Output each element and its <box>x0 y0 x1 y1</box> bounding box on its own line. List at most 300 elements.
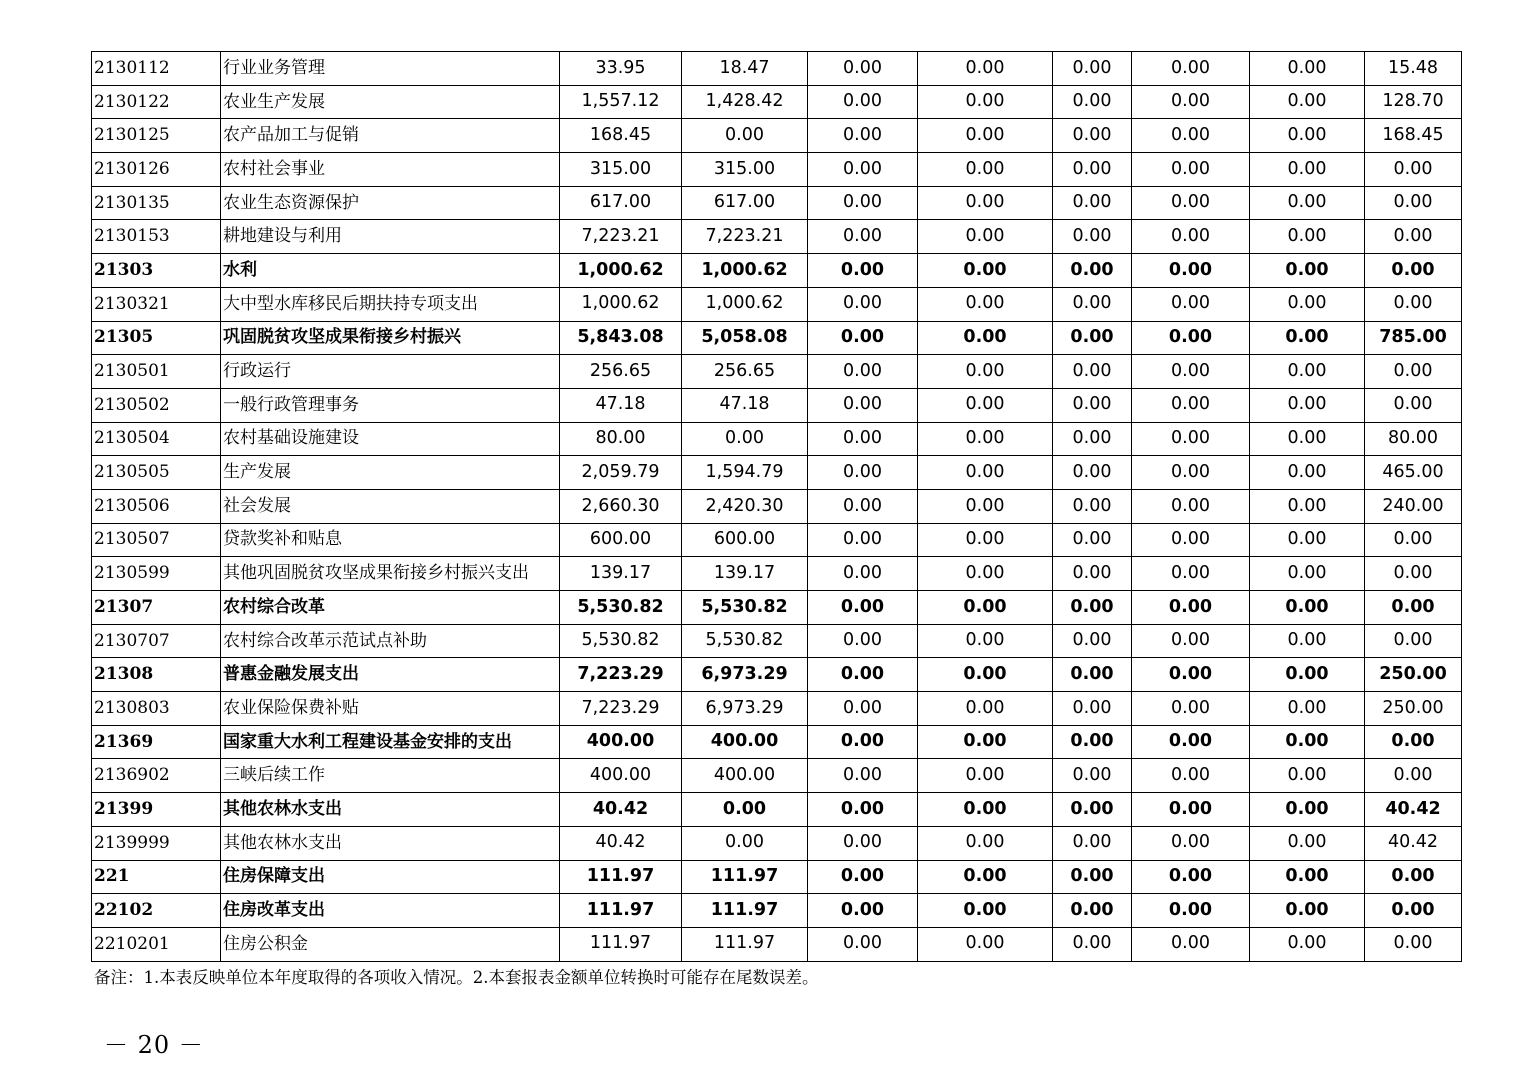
amount-cell: 0.00 <box>1053 422 1132 456</box>
amount-cell: 0.00 <box>1053 119 1132 153</box>
subject-code-cell: 2130321 <box>92 287 221 321</box>
table-row <box>92 52 1462 86</box>
table-row <box>92 287 1462 321</box>
subject-code-cell: 21307 <box>92 591 221 625</box>
subject-name-cell: 行政运行 <box>221 355 560 389</box>
amount-cell: 0.00 <box>1250 793 1365 827</box>
amount-cell: 0.00 <box>808 52 918 86</box>
amount-cell: 80.00 <box>1365 422 1462 456</box>
amount-cell: 0.00 <box>1250 489 1365 523</box>
amount-cell: 6,973.29 <box>682 658 808 692</box>
amount-cell: 0.00 <box>1250 692 1365 726</box>
amount-cell: 1,000.62 <box>682 254 808 288</box>
amount-cell: 5,530.82 <box>682 591 808 625</box>
amount-cell: 0.00 <box>918 793 1053 827</box>
amount-cell: 0.00 <box>808 119 918 153</box>
amount-cell: 0.00 <box>1053 725 1132 759</box>
subject-name-cell: 住房改革支出 <box>221 894 560 928</box>
amount-cell: 0.00 <box>1053 489 1132 523</box>
table-row <box>92 624 1462 658</box>
amount-cell: 0.00 <box>1250 287 1365 321</box>
amount-cell: 5,530.82 <box>560 591 682 625</box>
amount-cell: 0.00 <box>1250 85 1365 119</box>
amount-cell: 400.00 <box>682 759 808 793</box>
amount-cell: 0.00 <box>1250 119 1365 153</box>
subject-code-cell: 21308 <box>92 658 221 692</box>
subject-code-cell: 221 <box>92 860 221 894</box>
amount-cell: 0.00 <box>1250 220 1365 254</box>
amount-cell: 400.00 <box>682 725 808 759</box>
amount-cell: 5,843.08 <box>560 321 682 355</box>
amount-cell: 617.00 <box>560 186 682 220</box>
amount-cell: 0.00 <box>808 692 918 726</box>
amount-cell: 0.00 <box>1053 591 1132 625</box>
subject-code-cell: 2130506 <box>92 489 221 523</box>
subject-code-cell: 2130501 <box>92 355 221 389</box>
table-row <box>92 85 1462 119</box>
amount-cell: 0.00 <box>1365 927 1462 961</box>
amount-cell: 0.00 <box>1053 85 1132 119</box>
amount-cell: 168.45 <box>560 119 682 153</box>
subject-name-cell: 普惠金融发展支出 <box>221 658 560 692</box>
amount-cell: 0.00 <box>808 388 918 422</box>
amount-cell: 0.00 <box>1132 220 1250 254</box>
amount-cell: 0.00 <box>1365 220 1462 254</box>
amount-cell: 0.00 <box>1250 523 1365 557</box>
subject-code-cell: 2130504 <box>92 422 221 456</box>
amount-cell: 0.00 <box>808 254 918 288</box>
amount-cell: 2,059.79 <box>560 456 682 490</box>
amount-cell: 0.00 <box>1053 759 1132 793</box>
amount-cell: 0.00 <box>1053 388 1132 422</box>
amount-cell: 0.00 <box>1250 557 1365 591</box>
amount-cell: 0.00 <box>808 422 918 456</box>
amount-cell: 7,223.29 <box>560 692 682 726</box>
subject-code-cell: 2130803 <box>92 692 221 726</box>
amount-cell: 47.18 <box>682 388 808 422</box>
amount-cell: 0.00 <box>1250 456 1365 490</box>
amount-cell: 0.00 <box>1250 153 1365 187</box>
subject-code-cell: 21305 <box>92 321 221 355</box>
amount-cell: 0.00 <box>918 692 1053 726</box>
subject-code-cell: 2210201 <box>92 927 221 961</box>
amount-cell: 0.00 <box>808 523 918 557</box>
subject-code-cell: 2130125 <box>92 119 221 153</box>
amount-cell: 240.00 <box>1365 489 1462 523</box>
table-body <box>92 52 1462 962</box>
amount-cell: 1,000.62 <box>682 287 808 321</box>
amount-cell: 18.47 <box>682 52 808 86</box>
amount-cell: 0.00 <box>1250 355 1365 389</box>
amount-cell: 0.00 <box>1053 287 1132 321</box>
table-row <box>92 927 1462 961</box>
amount-cell: 0.00 <box>808 793 918 827</box>
amount-cell: 0.00 <box>808 624 918 658</box>
amount-cell: 0.00 <box>1365 725 1462 759</box>
amount-cell: 0.00 <box>1250 624 1365 658</box>
amount-cell: 0.00 <box>1132 254 1250 288</box>
subject-code-cell: 2130502 <box>92 388 221 422</box>
subject-code-cell: 2130126 <box>92 153 221 187</box>
amount-cell: 40.42 <box>1365 826 1462 860</box>
subject-name-cell: 住房公积金 <box>221 927 560 961</box>
amount-cell: 0.00 <box>1132 591 1250 625</box>
amount-cell: 0.00 <box>808 860 918 894</box>
subject-name-cell: 其他农林水支出 <box>221 793 560 827</box>
table-row <box>92 220 1462 254</box>
amount-cell: 0.00 <box>808 456 918 490</box>
amount-cell: 0.00 <box>808 894 918 928</box>
amount-cell: 0.00 <box>1132 860 1250 894</box>
subject-code-cell: 21399 <box>92 793 221 827</box>
amount-cell: 0.00 <box>1132 725 1250 759</box>
amount-cell: 40.42 <box>1365 793 1462 827</box>
subject-code-cell: 2130505 <box>92 456 221 490</box>
subject-name-cell: 其他巩固脱贫攻坚成果衔接乡村振兴支出 <box>221 557 560 591</box>
table-row <box>92 826 1462 860</box>
amount-cell: 0.00 <box>808 355 918 389</box>
amount-cell: 7,223.21 <box>682 220 808 254</box>
amount-cell: 250.00 <box>1365 658 1462 692</box>
amount-cell: 0.00 <box>918 85 1053 119</box>
table-row <box>92 860 1462 894</box>
amount-cell: 617.00 <box>682 186 808 220</box>
amount-cell: 0.00 <box>808 725 918 759</box>
amount-cell: 0.00 <box>1053 826 1132 860</box>
subject-code-cell: 2130122 <box>92 85 221 119</box>
amount-cell: 111.97 <box>682 860 808 894</box>
amount-cell: 0.00 <box>1053 658 1132 692</box>
amount-cell: 0.00 <box>1132 85 1250 119</box>
table-note: 备注：1.本表反映单位本年度取得的各项收入情况。2.本套报表金额单位转换时可能存在尾数误差。 <box>94 968 819 987</box>
amount-cell: 0.00 <box>1053 793 1132 827</box>
amount-cell: 0.00 <box>1250 927 1365 961</box>
amount-cell: 0.00 <box>1132 52 1250 86</box>
amount-cell: 0.00 <box>1132 153 1250 187</box>
amount-cell: 0.00 <box>1132 287 1250 321</box>
amount-cell: 0.00 <box>1250 186 1365 220</box>
amount-cell: 0.00 <box>918 759 1053 793</box>
subject-name-cell: 农业生产发展 <box>221 85 560 119</box>
amount-cell: 0.00 <box>918 220 1053 254</box>
table-row <box>92 321 1462 355</box>
table-row <box>92 658 1462 692</box>
amount-cell: 0.00 <box>918 591 1053 625</box>
amount-cell: 0.00 <box>1053 220 1132 254</box>
amount-cell: 1,557.12 <box>560 85 682 119</box>
amount-cell: 0.00 <box>1365 523 1462 557</box>
amount-cell: 600.00 <box>560 523 682 557</box>
amount-cell: 0.00 <box>1365 759 1462 793</box>
amount-cell: 0.00 <box>1250 591 1365 625</box>
amount-cell: 0.00 <box>808 321 918 355</box>
amount-cell: 0.00 <box>918 186 1053 220</box>
table-row <box>92 186 1462 220</box>
subject-name-cell: 三峡后续工作 <box>221 759 560 793</box>
amount-cell: 256.65 <box>560 355 682 389</box>
amount-cell: 0.00 <box>1250 422 1365 456</box>
amount-cell: 0.00 <box>682 793 808 827</box>
table-row <box>92 523 1462 557</box>
amount-cell: 0.00 <box>918 523 1053 557</box>
amount-cell: 0.00 <box>1132 793 1250 827</box>
budget-table <box>91 51 1462 962</box>
subject-code-cell: 21369 <box>92 725 221 759</box>
amount-cell: 0.00 <box>808 220 918 254</box>
amount-cell: 0.00 <box>1053 860 1132 894</box>
amount-cell: 465.00 <box>1365 456 1462 490</box>
page-number: － 20 － <box>104 1031 204 1059</box>
subject-name-cell: 一般行政管理事务 <box>221 388 560 422</box>
amount-cell: 0.00 <box>1132 422 1250 456</box>
amount-cell: 0.00 <box>1132 927 1250 961</box>
amount-cell: 0.00 <box>918 456 1053 490</box>
amount-cell: 0.00 <box>1250 860 1365 894</box>
table-row <box>92 388 1462 422</box>
amount-cell: 0.00 <box>1250 894 1365 928</box>
amount-cell: 0.00 <box>808 759 918 793</box>
amount-cell: 7,223.29 <box>560 658 682 692</box>
amount-cell: 0.00 <box>1365 153 1462 187</box>
amount-cell: 33.95 <box>560 52 682 86</box>
amount-cell: 0.00 <box>1132 355 1250 389</box>
amount-cell: 5,530.82 <box>560 624 682 658</box>
subject-code-cell: 2130507 <box>92 523 221 557</box>
subject-name-cell: 巩固脱贫攻坚成果衔接乡村振兴 <box>221 321 560 355</box>
amount-cell: 6,973.29 <box>682 692 808 726</box>
table-row <box>92 692 1462 726</box>
amount-cell: 400.00 <box>560 759 682 793</box>
subject-code-cell: 2130153 <box>92 220 221 254</box>
amount-cell: 0.00 <box>918 422 1053 456</box>
amount-cell: 0.00 <box>1250 658 1365 692</box>
table-row <box>92 153 1462 187</box>
amount-cell: 0.00 <box>1132 692 1250 726</box>
amount-cell: 0.00 <box>1053 355 1132 389</box>
subject-code-cell: 22102 <box>92 894 221 928</box>
subject-name-cell: 行业业务管理 <box>221 52 560 86</box>
amount-cell: 0.00 <box>1053 153 1132 187</box>
amount-cell: 785.00 <box>1365 321 1462 355</box>
amount-cell: 0.00 <box>1365 388 1462 422</box>
table-row <box>92 456 1462 490</box>
amount-cell: 0.00 <box>1053 692 1132 726</box>
amount-cell: 0.00 <box>1053 927 1132 961</box>
table-row <box>92 591 1462 625</box>
amount-cell: 0.00 <box>1132 388 1250 422</box>
amount-cell: 0.00 <box>1132 119 1250 153</box>
amount-cell: 1,594.79 <box>682 456 808 490</box>
amount-cell: 7,223.21 <box>560 220 682 254</box>
subject-name-cell: 农村基础设施建设 <box>221 422 560 456</box>
amount-cell: 600.00 <box>682 523 808 557</box>
subject-code-cell: 2136902 <box>92 759 221 793</box>
amount-cell: 0.00 <box>918 489 1053 523</box>
amount-cell: 0.00 <box>1250 826 1365 860</box>
amount-cell: 0.00 <box>808 153 918 187</box>
amount-cell: 1,428.42 <box>682 85 808 119</box>
amount-cell: 0.00 <box>808 85 918 119</box>
amount-cell: 0.00 <box>918 321 1053 355</box>
subject-name-cell: 大中型水库移民后期扶持专项支出 <box>221 287 560 321</box>
amount-cell: 0.00 <box>1132 489 1250 523</box>
amount-cell: 0.00 <box>1365 894 1462 928</box>
amount-cell: 0.00 <box>1132 894 1250 928</box>
subject-name-cell: 农业生态资源保护 <box>221 186 560 220</box>
table-row <box>92 254 1462 288</box>
amount-cell: 0.00 <box>808 927 918 961</box>
amount-cell: 0.00 <box>1365 624 1462 658</box>
subject-name-cell: 农村社会事业 <box>221 153 560 187</box>
subject-name-cell: 农村综合改革 <box>221 591 560 625</box>
amount-cell: 0.00 <box>918 254 1053 288</box>
subject-code-cell: 2139999 <box>92 826 221 860</box>
amount-cell: 0.00 <box>918 388 1053 422</box>
amount-cell: 0.00 <box>1132 624 1250 658</box>
amount-cell: 139.17 <box>560 557 682 591</box>
subject-name-cell: 住房保障支出 <box>221 860 560 894</box>
amount-cell: 0.00 <box>1053 52 1132 86</box>
amount-cell: 139.17 <box>682 557 808 591</box>
amount-cell: 0.00 <box>1365 557 1462 591</box>
amount-cell: 0.00 <box>1053 557 1132 591</box>
amount-cell: 111.97 <box>560 927 682 961</box>
amount-cell: 0.00 <box>1053 456 1132 490</box>
subject-name-cell: 社会发展 <box>221 489 560 523</box>
amount-cell: 0.00 <box>1053 321 1132 355</box>
table-row <box>92 489 1462 523</box>
amount-cell: 0.00 <box>918 119 1053 153</box>
amount-cell: 0.00 <box>1365 186 1462 220</box>
amount-cell: 0.00 <box>1365 254 1462 288</box>
amount-cell: 0.00 <box>808 826 918 860</box>
amount-cell: 111.97 <box>682 927 808 961</box>
amount-cell: 0.00 <box>918 52 1053 86</box>
amount-cell: 0.00 <box>1250 254 1365 288</box>
amount-cell: 0.00 <box>918 860 1053 894</box>
amount-cell: 0.00 <box>808 557 918 591</box>
amount-cell: 40.42 <box>560 793 682 827</box>
amount-cell: 0.00 <box>918 287 1053 321</box>
amount-cell: 0.00 <box>1053 254 1132 288</box>
amount-cell: 0.00 <box>1053 186 1132 220</box>
amount-cell: 0.00 <box>1250 52 1365 86</box>
amount-cell: 0.00 <box>1250 725 1365 759</box>
subject-name-cell: 生产发展 <box>221 456 560 490</box>
table-row <box>92 894 1462 928</box>
amount-cell: 15.48 <box>1365 52 1462 86</box>
amount-cell: 168.45 <box>1365 119 1462 153</box>
amount-cell: 111.97 <box>560 860 682 894</box>
amount-cell: 0.00 <box>1132 523 1250 557</box>
table-row <box>92 557 1462 591</box>
amount-cell: 0.00 <box>1250 321 1365 355</box>
amount-cell: 0.00 <box>1132 759 1250 793</box>
subject-code-cell: 2130599 <box>92 557 221 591</box>
amount-cell: 0.00 <box>682 826 808 860</box>
amount-cell: 0.00 <box>918 557 1053 591</box>
subject-code-cell: 21303 <box>92 254 221 288</box>
amount-cell: 0.00 <box>808 591 918 625</box>
table-row <box>92 119 1462 153</box>
amount-cell: 0.00 <box>1053 624 1132 658</box>
amount-cell: 0.00 <box>918 826 1053 860</box>
amount-cell: 0.00 <box>808 186 918 220</box>
amount-cell: 1,000.62 <box>560 287 682 321</box>
amount-cell: 2,660.30 <box>560 489 682 523</box>
subject-name-cell: 农产品加工与促销 <box>221 119 560 153</box>
table-row <box>92 422 1462 456</box>
subject-code-cell: 2130112 <box>92 52 221 86</box>
table-row <box>92 759 1462 793</box>
amount-cell: 315.00 <box>682 153 808 187</box>
amount-cell: 315.00 <box>560 153 682 187</box>
amount-cell: 5,530.82 <box>682 624 808 658</box>
amount-cell: 0.00 <box>1365 355 1462 389</box>
amount-cell: 250.00 <box>1365 692 1462 726</box>
amount-cell: 0.00 <box>682 422 808 456</box>
subject-name-cell: 贷款奖补和贴息 <box>221 523 560 557</box>
amount-cell: 0.00 <box>1132 321 1250 355</box>
amount-cell: 111.97 <box>682 894 808 928</box>
amount-cell: 2,420.30 <box>682 489 808 523</box>
amount-cell: 0.00 <box>918 894 1053 928</box>
amount-cell: 0.00 <box>808 489 918 523</box>
amount-cell: 0.00 <box>808 287 918 321</box>
subject-name-cell: 水利 <box>221 254 560 288</box>
amount-cell: 400.00 <box>560 725 682 759</box>
subject-name-cell: 耕地建设与利用 <box>221 220 560 254</box>
subject-name-cell: 农村综合改革示范试点补助 <box>221 624 560 658</box>
amount-cell: 0.00 <box>1132 456 1250 490</box>
amount-cell: 0.00 <box>1132 186 1250 220</box>
table-row <box>92 793 1462 827</box>
amount-cell: 5,058.08 <box>682 321 808 355</box>
amount-cell: 0.00 <box>1132 826 1250 860</box>
amount-cell: 40.42 <box>560 826 682 860</box>
amount-cell: 0.00 <box>682 119 808 153</box>
amount-cell: 0.00 <box>1132 557 1250 591</box>
amount-cell: 0.00 <box>808 658 918 692</box>
amount-cell: 0.00 <box>1053 894 1132 928</box>
amount-cell: 111.97 <box>560 894 682 928</box>
amount-cell: 0.00 <box>1053 523 1132 557</box>
amount-cell: 0.00 <box>1250 388 1365 422</box>
subject-code-cell: 2130707 <box>92 624 221 658</box>
amount-cell: 0.00 <box>918 153 1053 187</box>
amount-cell: 0.00 <box>1250 759 1365 793</box>
table-row <box>92 355 1462 389</box>
amount-cell: 0.00 <box>1365 287 1462 321</box>
amount-cell: 0.00 <box>1365 591 1462 625</box>
table-row <box>92 725 1462 759</box>
subject-code-cell: 2130135 <box>92 186 221 220</box>
subject-name-cell: 农业保险保费补贴 <box>221 692 560 726</box>
subject-name-cell: 其他农林水支出 <box>221 826 560 860</box>
amount-cell: 0.00 <box>918 658 1053 692</box>
subject-name-cell: 国家重大水利工程建设基金安排的支出 <box>221 725 560 759</box>
amount-cell: 128.70 <box>1365 85 1462 119</box>
amount-cell: 256.65 <box>682 355 808 389</box>
amount-cell: 80.00 <box>560 422 682 456</box>
amount-cell: 0.00 <box>918 355 1053 389</box>
amount-cell: 0.00 <box>1132 658 1250 692</box>
amount-cell: 0.00 <box>918 725 1053 759</box>
amount-cell: 0.00 <box>1365 860 1462 894</box>
amount-cell: 47.18 <box>560 388 682 422</box>
amount-cell: 1,000.62 <box>560 254 682 288</box>
amount-cell: 0.00 <box>918 927 1053 961</box>
